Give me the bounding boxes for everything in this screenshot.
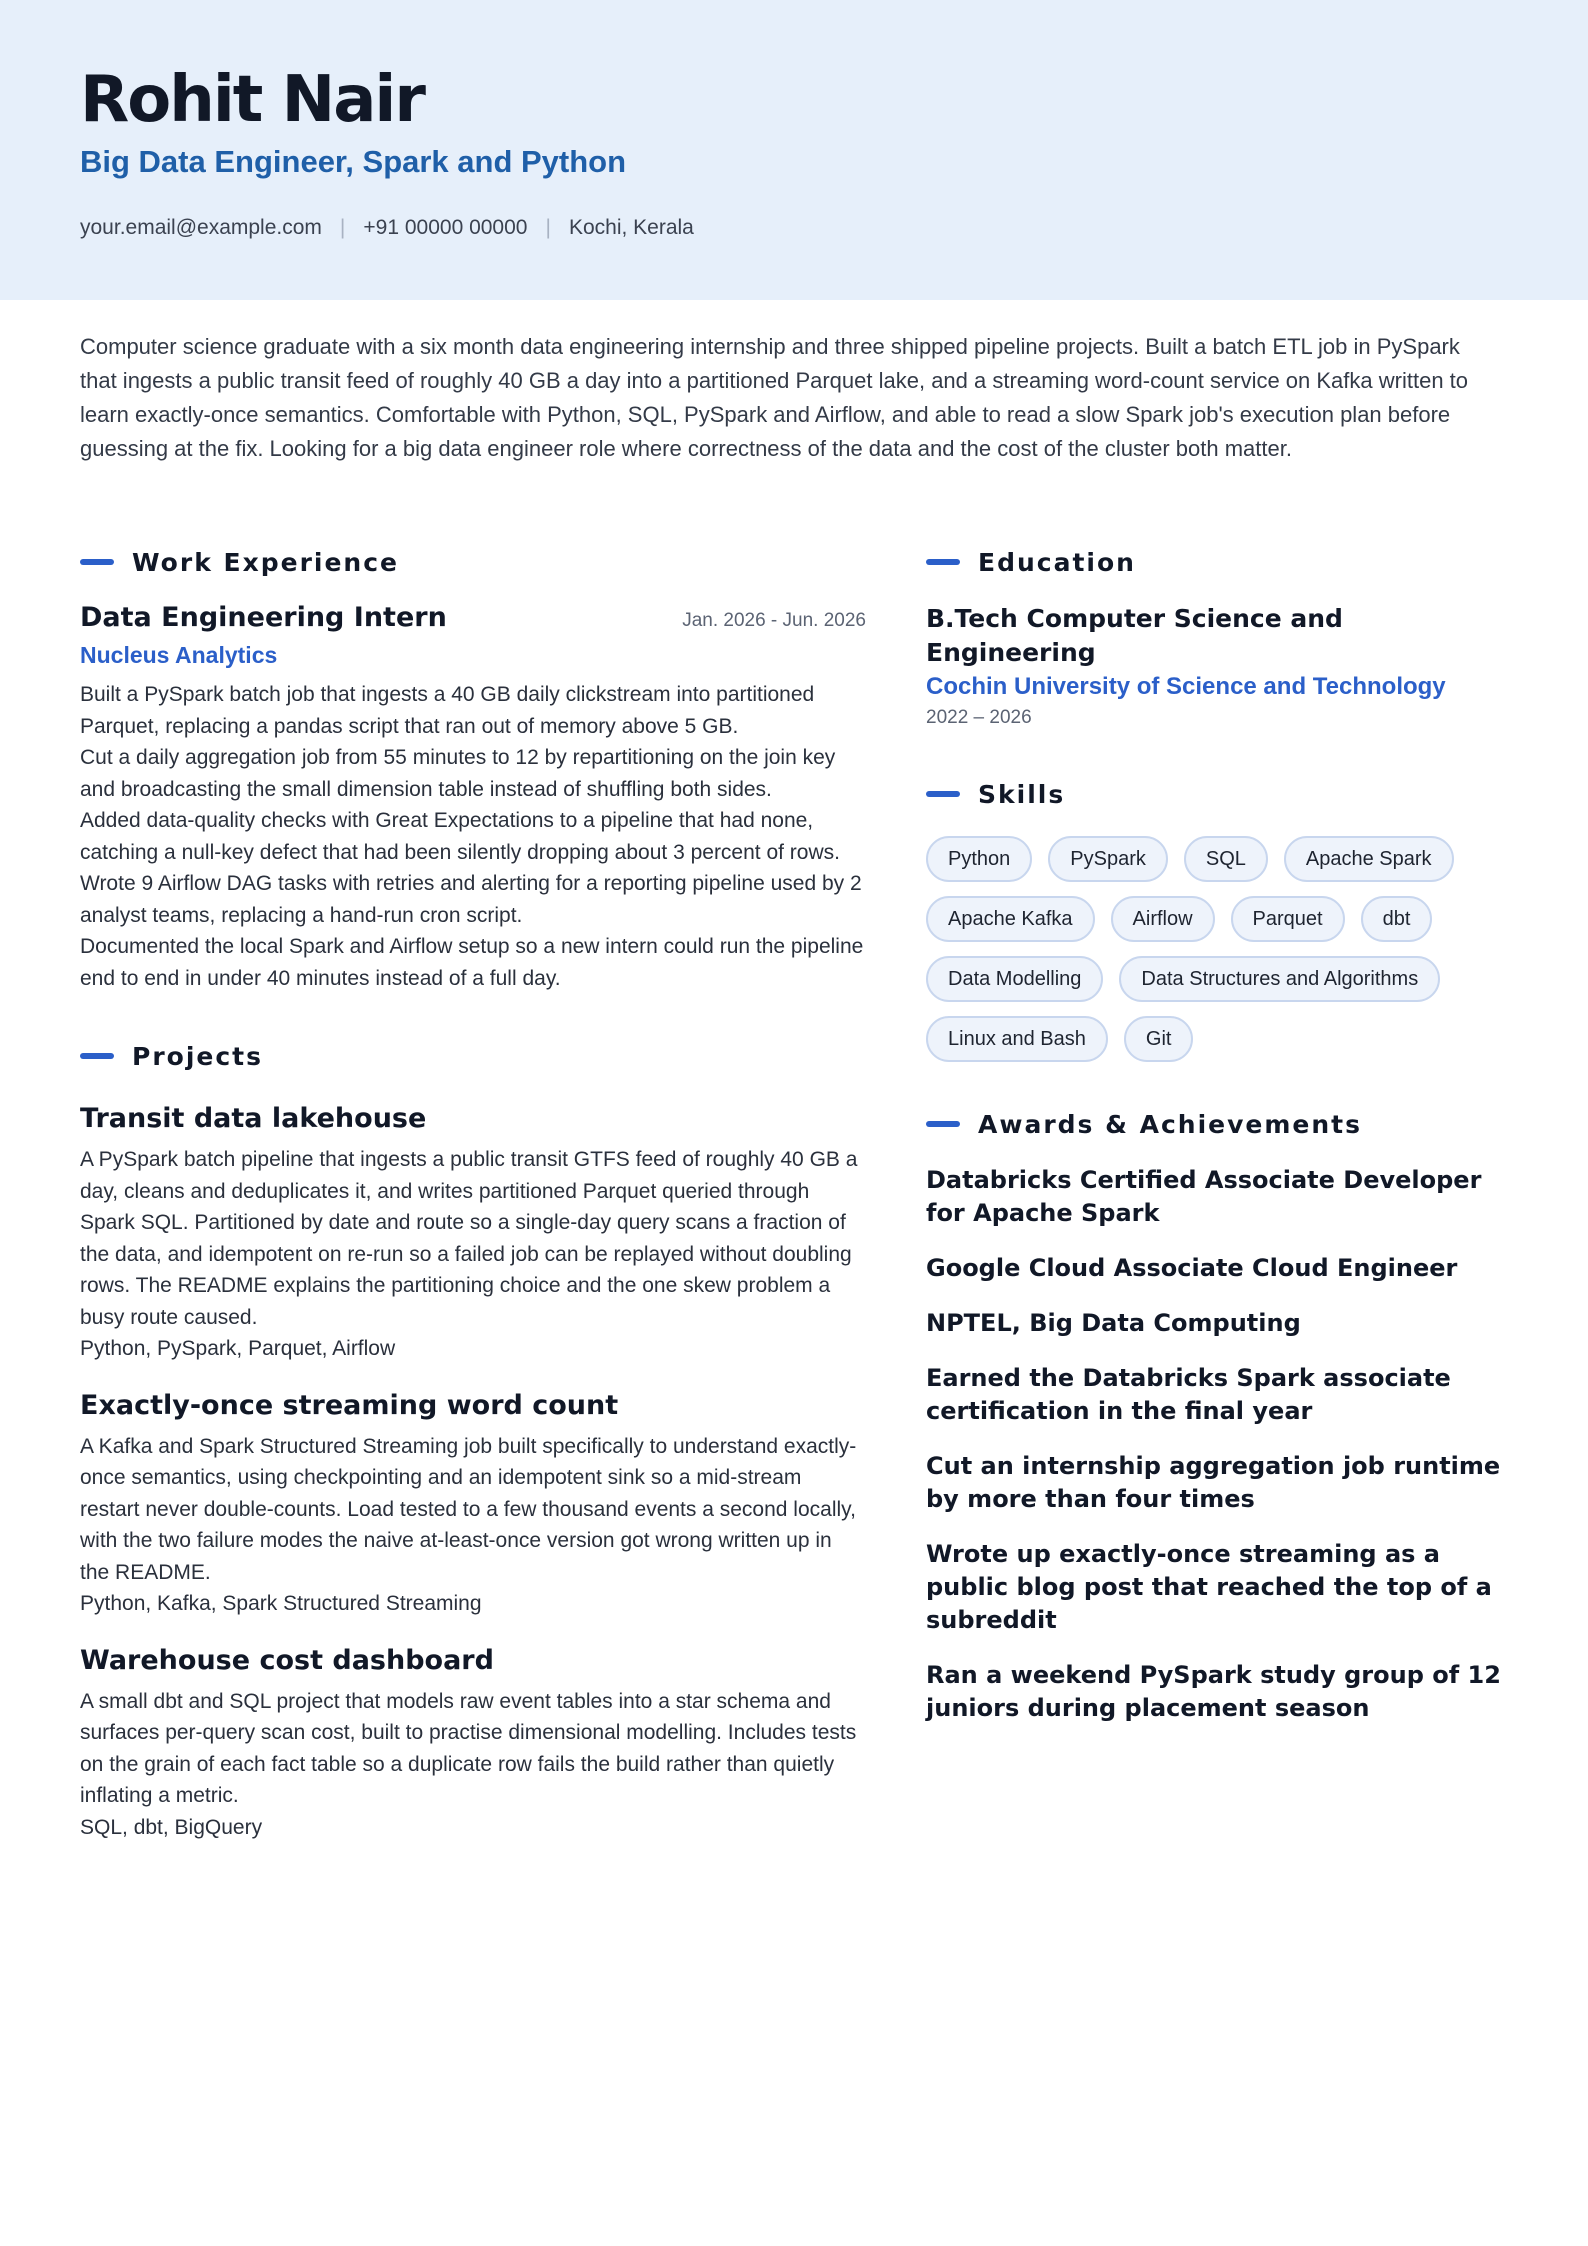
award-item: NPTEL, Big Data Computing [926,1309,1301,1337]
project-description: A Kafka and Spark Structured Streaming job built specifically to understand exactly-once semantics, using checkpointing and an idempotent sink so a mid-stream restart never double-counts. Load tested to a few thousand events a second locally, with the two failure modes the naive at-least-once version got wrong written up in the README. [80,1434,857,1584]
award-item: Google Cloud Associate Cloud Engineer [926,1254,1458,1282]
contact-separator: | [339,216,346,239]
contact-phone: +91 00000 00000 [363,216,528,239]
contact-email: your.email@example.com [80,216,322,239]
job-bullet: Added data-quality checks with Great Expectations to a pipeline that had none, catching a null-key defect that had been silently dropping about 3 percent of rows. [80,809,840,864]
section-title: Skills [978,779,1066,809]
professional-summary: Computer science graduate with a six month data engineering internship and three shipped pipeline projects. Built a batch ETL job in PySpark that ingests a public transit feed of roughly 40 GB a day into a partitioned Parquet lake, and a streaming word-count service on Kafka written to learn exactly-once semantics. Comfortable with Python, SQL, PySpark and Airflow, and able to read a slow Spark job's execution plan before guessing at the fix. Looking for a big data engineer role where correctness of the data and the cost of the cluster both matter. [80,334,1469,461]
projects-heading [80,1034,866,1078]
job-dates: Jan. 2026 - Jun. 2026 [682,610,866,631]
awards-list [926,1164,1516,1725]
education-degree: B.Tech Computer Science and Engineering [926,604,1343,667]
award-item: Cut an internship aggregation job runtime by more than four times [926,1452,1501,1513]
candidate-name: Rohit Nair [80,63,424,137]
education-years: 2022 – 2026 [926,707,1032,728]
job-title-row [80,602,866,633]
project-description: A small dbt and SQL project that models raw event tables into a star schema and surfaces per-query scan cost, built to practise dimensional modelling. Includes tests on the grain of each fact table so a duplicate row fails the build rather than quietly inflating a metric. [80,1689,857,1807]
award-item: Wrote up exactly-once streaming as a public blog post that reached the top of a subreddit [926,1540,1492,1634]
section-title: Projects [132,1041,264,1071]
contact-separator: | [545,216,551,239]
awards-heading [926,1102,1516,1146]
contact-location: Kochi, Kerala [568,216,694,239]
skills-heading [926,772,1516,816]
project-title: Exactly-once streaming word count [80,1389,619,1421]
section-title: Education [978,547,1136,577]
job-entry [80,602,866,994]
project-entry [80,1642,866,1844]
skills-list [926,836,1516,1062]
left-column [80,540,866,1843]
candidate-role: Big Data Engineer, Spark and Python [80,144,627,179]
project-tech: Python, Kafka, Spark Structured Streaming [80,1592,482,1615]
job-bullet: Built a PySpark batch job that ingests a 40 GB daily clickstream into partitioned Parquet, replacing a pandas script that ran out of memory above 5 GB. [80,683,815,738]
project-description: A PySpark batch pipeline that ingests a public transit GTFS feed of roughly 40 GB a day, cleans and deduplicates it, and writes partitioned Parquet queried through Spark SQL. Partitioned by date and route so a single-day query scans a fraction of the data, and idempotent on re-run so a failed job can be replayed without doubling rows. The README explains the partitioning choice and the one skew problem a busy route caused. [80,1148,858,1329]
right-column [926,540,1516,1725]
contact-line [80,212,694,244]
award-item: Databricks Certified Associate Developer for Apache Spark [926,1166,1482,1227]
project-title: Warehouse cost dashboard [80,1644,494,1676]
heading-accent-bar [926,559,960,565]
skill-chip: Git [1124,1016,1194,1062]
project-title: Transit data lakehouse [80,1103,427,1134]
job-bullet: Documented the local Spark and Airflow setup so a new intern could run the pipeline end to end in under 40 minutes instead of a full day. [80,935,864,990]
job-bullets [80,679,866,994]
job-bullet: Cut a daily aggregation job from 55 minutes to 12 by repartitioning on the join key and broadcasting the small dimension table instead of shuffling both sides. [80,746,836,801]
skill-chip: Linux and Bash [926,1016,1108,1062]
resume-header [0,0,1588,300]
project-tech: Python, PySpark, Parquet, Airflow [80,1337,396,1360]
skill-chip: Python [926,836,1032,882]
heading-accent-bar [80,1053,114,1059]
education-school: Cochin University of Science and Technology [926,673,1446,700]
skill-chip: Data Structures and Algorithms [1119,956,1440,1002]
skill-chip: PySpark [1048,836,1168,882]
work-experience-heading [80,540,866,584]
heading-accent-bar [80,559,114,565]
section-title: Awards & Achievements [978,1109,1363,1139]
job-company: Nucleus Analytics [80,642,278,668]
heading-accent-bar [926,1121,960,1127]
project-tech: SQL, dbt, BigQuery [80,1815,263,1839]
skill-chip: SQL [1184,836,1268,882]
project-entry [80,1100,866,1365]
job-title: Data Engineering Intern [80,602,447,633]
project-entry [80,1387,866,1620]
skill-chip: Data Modelling [926,956,1103,1002]
education-heading [926,540,1516,584]
skill-chip: Apache Spark [1284,836,1454,882]
job-bullet: Wrote 9 Airflow DAG tasks with retries and alerting for a reporting pipeline used by 2 analyst teams, replacing a hand-run cron script. [80,872,862,927]
heading-accent-bar [926,791,960,797]
skill-chip: Apache Kafka [926,896,1095,942]
section-title: Work Experience [132,547,399,577]
skill-chip: Airflow [1111,896,1215,942]
skill-chip: dbt [1361,896,1433,942]
award-item: Ran a weekend PySpark study group of 12 juniors during placement season [926,1661,1501,1722]
skill-chip: Parquet [1231,896,1345,942]
award-item: Earned the Databricks Spark associate certification in the final year [926,1364,1451,1425]
